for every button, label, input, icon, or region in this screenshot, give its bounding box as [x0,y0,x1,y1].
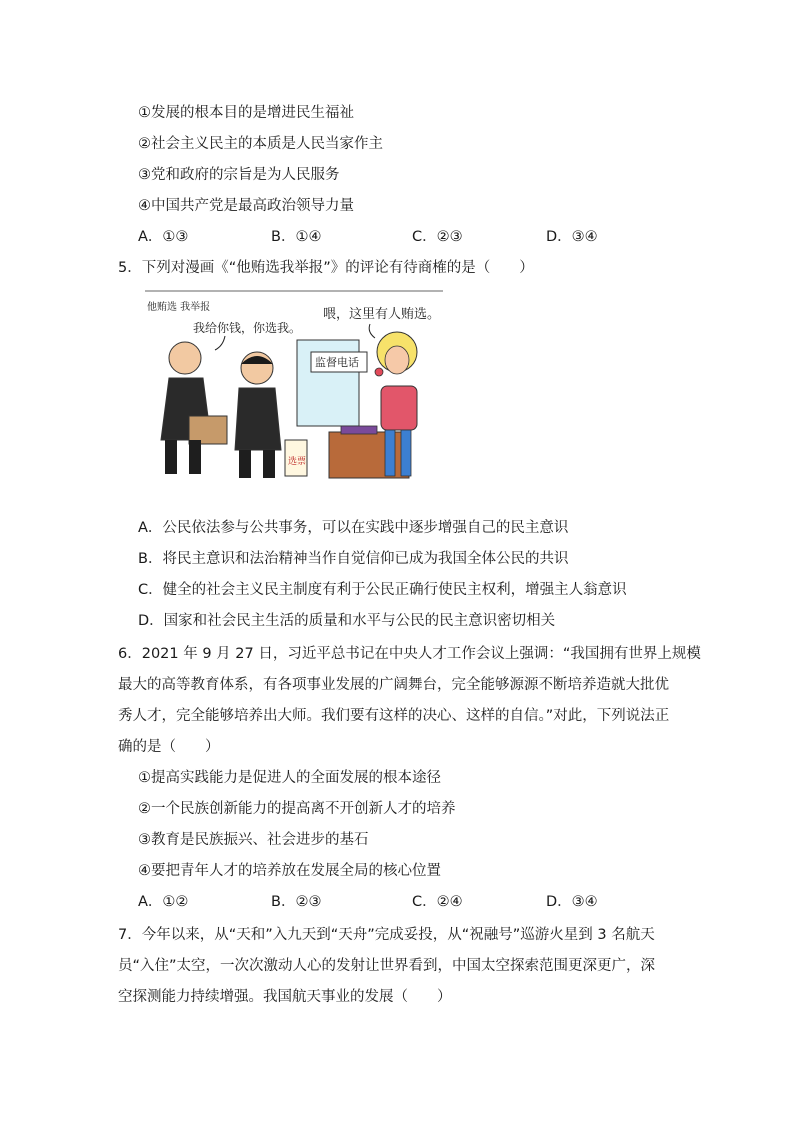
q4-option-d[interactable]: D．③④ [546,229,598,245]
q5-option-b[interactable]: B．将民主意识和法治精神当作自觉信仰已成为我国全体公民的共识 [138,551,569,567]
q6-item-2: ②一个民族创新能力的提高离不开创新人才的培养 [138,801,456,817]
q6-option-b[interactable]: B．②③ [271,894,322,910]
q6-options [138,892,698,912]
ballot-label: 选票 [288,457,307,467]
q6-item-1: ①提高实践能力是促进人的全面发展的根本途径 [138,770,441,786]
q7-stem-line-2: 员“入住”太空，一次次激动人心的发射让世界看到，中国太空探索范围更深更广，深 [118,958,656,974]
speech-tail-right [369,324,375,338]
q4-item-2: ②社会主义民主的本质是人民当家作主 [138,136,383,152]
q4-option-b[interactable]: B．①④ [271,229,322,245]
q6-stem-line-1: 6．2021 年 9 月 27 日，习近平总书记在中央人才工作会议上强调：“我国拥有世界上规模 [118,646,701,662]
q6-stem-line-3: 秀人才，完全能够培养出大师。我们要有这样的决心、这样的自信。”对此，下列说法正 [118,708,670,724]
q5-option-d[interactable]: D．国家和社会民主生活的质量和水平与公民的民主意识密切相关 [138,613,556,629]
speech-right: 喂，这里有人贿选。 [323,307,441,322]
q7-stem-line-1: 7．今年以来，从“天和”入九天到“天舟”完成妥投，从“祝融号”巡游火星到 3 名航天 [118,927,655,943]
q4-item-4: ④中国共产党是最高政治领导力量 [138,198,354,214]
q5-option-a[interactable]: A．公民依法参与公共事务，可以在实践中逐步增强自己的民主意识 [138,520,569,536]
q6-option-c[interactable]: C．②④ [412,894,463,910]
voter-figure [235,352,307,478]
q4-item-3: ③党和政府的宗旨是为人民服务 [138,167,340,183]
q6-option-d[interactable]: D．③④ [546,894,598,910]
cartoon-caption: 他贿选 我举报 [147,302,211,313]
q6-item-4: ④要把青年人才的培养放在发展全局的核心位置 [138,863,441,879]
desk [329,426,409,478]
q4-option-a[interactable]: A．①③ [138,229,189,245]
cartoon-image [145,290,445,490]
q5-option-c[interactable]: C．健全的社会主义民主制度有利于公民正确行使民主权利，增强主人翁意识 [138,582,627,598]
q7-stem-line-3: 空探测能力持续增强。我国航天事业的发展（ ） [118,989,452,1005]
q6-option-a[interactable]: A．①② [138,894,189,910]
q5-stem: 5．下列对漫画《“他贿选我举报”》的评论有待商榷的是（ ） [118,260,534,276]
speech-tail-left [215,336,225,350]
q6-stem-line-2: 最大的高等教育体系，有各项事业发展的广阔舞台，完全能够源源不断培养造就大批优 [118,677,669,693]
supervision-board [297,340,367,426]
q4-option-c[interactable]: C．②③ [412,229,463,245]
q6-item-3: ③教育是民族振兴、社会进步的基石 [138,832,369,848]
q6-stem-line-4: 确的是（ ） [118,739,220,755]
speech-left: 我给你钱，你选我。 [193,321,302,335]
board-label: 监督电话 [315,356,359,369]
briber-figure [161,342,227,474]
q4-options [138,227,698,247]
money-stack [189,416,227,444]
q4-item-1: ①发展的根本目的是增进民生福祉 [138,105,354,121]
